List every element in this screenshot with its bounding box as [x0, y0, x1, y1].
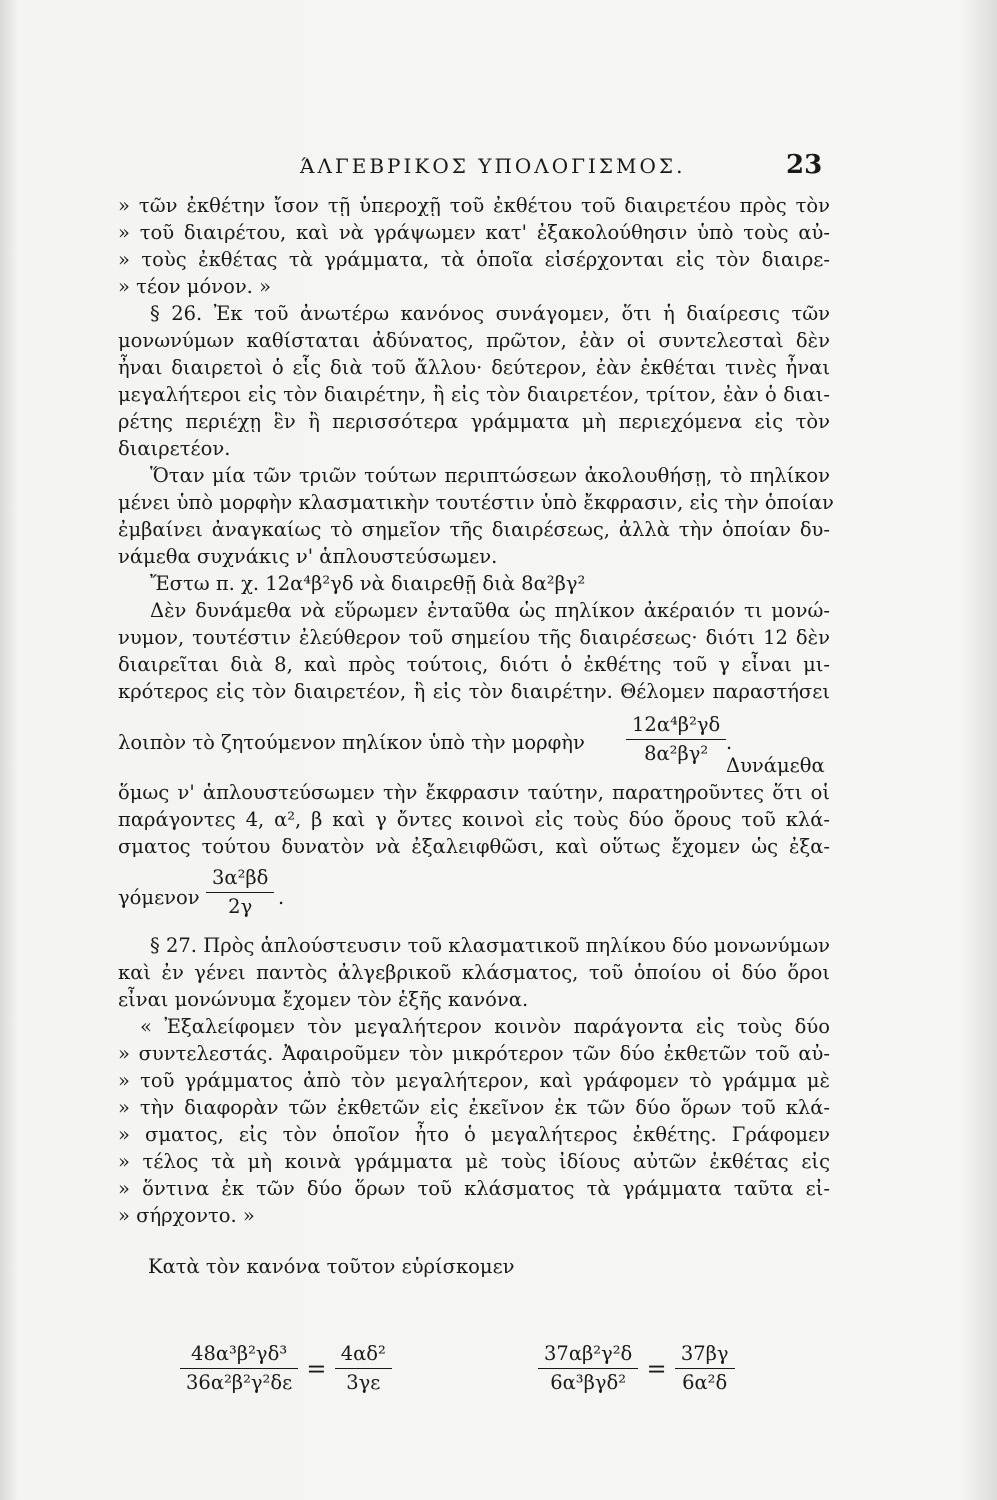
equals-sign: = [646, 1354, 667, 1383]
equation-1-rhs [335, 1340, 392, 1397]
fraction-line-after: . Δυνάμεθα [726, 731, 825, 777]
paragraph-line: Ὅταν μία τῶν τριῶν τούτων περιπτώσεων ἀκολουθήσῃ, τὸ πηλίκον [150, 464, 830, 487]
rule-line: » συντελεστάς. Ἀφαιροῦμεν τὸν μικρότερον τῶν δύο ἐκθετῶν τοῦ αὐ- [118, 1042, 830, 1065]
body-text [118, 192, 834, 1280]
fraction-numerator: 48α³β²γδ³ [180, 1340, 298, 1369]
paragraph-line: σματος τούτου δυνατὸν νὰ ἐξαλειφθῶσι, καὶ οὕτως ἔχομεν ὡς ἐξα- [118, 835, 830, 858]
quote-line: » τοῦ διαιρέτου, καὶ νὰ γράψωμεν κατ' ἐξακολούθησιν ὑπὸ τοὺς αὐ- [118, 221, 830, 244]
fraction-denominator: 6α²δ [682, 1371, 728, 1394]
equation-2-lhs [538, 1340, 638, 1397]
fraction-denominator: 8α²βγ² [644, 742, 709, 765]
quote-line: » τοὺς ἐκθέτας τὰ γράμματα, τὰ ὁποῖα εἰσέρχονται εἰς τὸν διαιρε- [118, 248, 830, 271]
rule-line: « Ἐξαλείφομεν τὸν μεγαλήτερον κοινὸν παράγοντα εἰς τοὺς δύο [140, 1015, 830, 1038]
fraction-line-before: λοιπὸν τὸ ζητούμενον πηλίκον ὑπὸ τὴν μορφὴν [118, 731, 585, 754]
section-26-line: διαιρετέον. [118, 437, 231, 460]
paragraph-line: νάμεθα συχνάκις ν' ἁπλουστεύσωμεν. [118, 545, 498, 568]
result-line-before: γόμενον [118, 886, 200, 909]
rule-line: » τὴν διαφορὰν τῶν ἐκθετῶν εἰς ἐκεῖνον ἐκ τῶν δύο ὅρων τοῦ κλά- [118, 1096, 830, 1119]
paragraph-line: ὅμως ν' ἁπλουστεύσωμεν τὴν ἔκφρασιν ταύτην, παρατηροῦντες ὅτι οἱ [118, 781, 830, 804]
closing-line: Κατὰ τὸν κανόνα τοῦτον εὑρίσκομεν [148, 1255, 515, 1278]
fraction-denominator: 2γ [228, 895, 253, 918]
example-intro: Ἔστω π. χ. [150, 572, 260, 595]
equation-1-lhs [180, 1340, 298, 1397]
paragraph-line: κρότερος εἰς τὸν διαιρετέον, ἢ εἰς τὸν διαιρέτην. Θέλομεν παραστήσει [118, 680, 830, 703]
fraction-numerator: 4αδ² [335, 1340, 392, 1369]
section-27-line: § 27. Πρὸς ἁπλούστευσιν τοῦ κλασματικοῦ πηλίκου δύο μονωνύμων [150, 934, 830, 957]
page-header [0, 150, 997, 184]
equation-2 [538, 1340, 735, 1397]
example-line [118, 570, 830, 597]
fraction-numerator: 3α²βδ [206, 864, 274, 893]
result-line-after: . [278, 886, 285, 909]
fraction-denominator: 3γε [346, 1371, 381, 1394]
example-dividend: 12α⁴β²γδ [265, 572, 354, 595]
rule-line: » τέλος τὰ μὴ κοινὰ γράμματα μὲ τοὺς ἰδίους αὐτῶν ἐκθέτας εἰς [118, 1150, 830, 1173]
quote-line: » τέον μόνον. » [118, 275, 272, 298]
section-26-line: ρέτης περιέχῃ ἓν ἢ περισσότερα γράμματα μὴ περιεχόμενα εἰς τὸν [118, 410, 830, 433]
final-equations [118, 1340, 830, 1420]
fraction-line [118, 705, 830, 779]
rule-line: » τοῦ γράμματος ἀπὸ τὸν μεγαλήτερον, καὶ γράφομεν τὸ γράμμα μὲ [118, 1069, 830, 1092]
rule-line: » σματος, εἰς τὸν ὁποῖον ἦτο ὁ μεγαλήτερος ἐκθέτης. Γράφομεν [118, 1123, 830, 1146]
example-divisor: 8α²βγ² [521, 572, 586, 595]
running-title: ΆΛΓΕΒΡΙΚΟΣ ΥΠΟΛΟΓΙΣΜΟΣ. [300, 154, 686, 178]
fraction-numerator: 37βγ [675, 1340, 735, 1369]
quotient-fraction [626, 711, 726, 768]
rule-line: » σήρχοντο. » [118, 1204, 255, 1227]
paragraph-line: Δὲν δυνάμεθα νὰ εὕρωμεν ἐνταῦθα ὡς πηλίκον ἀκέραιόν τι μονώ- [150, 599, 830, 622]
equation-1 [180, 1340, 392, 1397]
section-26-line: μεγαλήτεροι εἰς τὸν διαιρέτην, ἢ εἰς τὸν διαιρετέον, τρίτον, ἐὰν ὁ διαι- [118, 383, 830, 406]
section-27-line: καὶ ἐν γένει παντὸς ἀλγεβρικοῦ κλάσματος, τοῦ ὁποίου οἱ δύο ὅροι [118, 961, 830, 984]
paragraph-line: νυμον, τουτέστιν ἐλεύθερον τοῦ σημείου τῆς διαιρέσεως· διότι 12 δὲν [118, 626, 830, 649]
section-26-line: § 26. Ἐκ τοῦ ἀνωτέρω κανόνος συνάγομεν, ὅτι ἡ διαίρεσις τῶν [150, 302, 830, 325]
equals-sign: = [306, 1354, 327, 1383]
paragraph-line: παράγοντες 4, α², β καὶ γ ὄντες κοινοὶ εἰς τοὺς δύο ὅρους τοῦ κλά- [118, 808, 830, 831]
result-line [118, 860, 830, 926]
section-26-line: ἦναι διαιρετοὶ ὁ εἷς διὰ τοῦ ἄλλου· δεύτερον, ἐὰν ἐκθέται τινὲς ἦναι [118, 356, 830, 379]
page-number: 23 [786, 150, 823, 180]
equation-2-rhs [675, 1340, 735, 1397]
result-fraction [206, 864, 274, 921]
section-26-line: μονωνύμων καθίσταται ἀδύνατος, πρῶτον, ἐὰν οἱ συντελεσταὶ δὲν [118, 329, 830, 352]
example-middle: νὰ διαιρεθῇ διὰ [359, 572, 515, 595]
section-27-line: εἶναι μονώνυμα ἔχομεν τὸν ἑξῆς κανόνα. [118, 988, 529, 1011]
paragraph-line: διαιρεῖται διὰ 8, καὶ πρὸς τούτοις, διότι ὁ ἐκθέτης τοῦ γ εἶναι μι- [118, 653, 830, 676]
fraction-numerator: 37αβ²γ²δ [538, 1340, 638, 1369]
rule-line: » ὅντινα ἐκ τῶν δύο ὅρων τοῦ κλάσματος τὰ γράμματα ταῦτα εἰ- [118, 1177, 830, 1200]
fraction-denominator: 6α³βγδ² [550, 1371, 627, 1394]
fraction-numerator: 12α⁴β²γδ [626, 711, 726, 740]
paragraph-line: μένει ὑπὸ μορφὴν κλασματικὴν τουτέστιν ὑπὸ ἔκφρασιν, εἰς τὴν ὁποίαν [118, 491, 834, 514]
quote-line: » τῶν ἐκθέτην ἴσον τῇ ὑπεροχῇ τοῦ ἐκθέτου τοῦ διαιρετέου πρὸς τὸν [118, 194, 830, 217]
fraction-denominator: 36α²β²γ²δε [186, 1371, 293, 1394]
paragraph-line: ἐμβαίνει ἀναγκαίως τὸ σημεῖον τῆς διαιρέσεως, ἀλλὰ τὴν ὁποίαν δυ- [118, 518, 830, 541]
